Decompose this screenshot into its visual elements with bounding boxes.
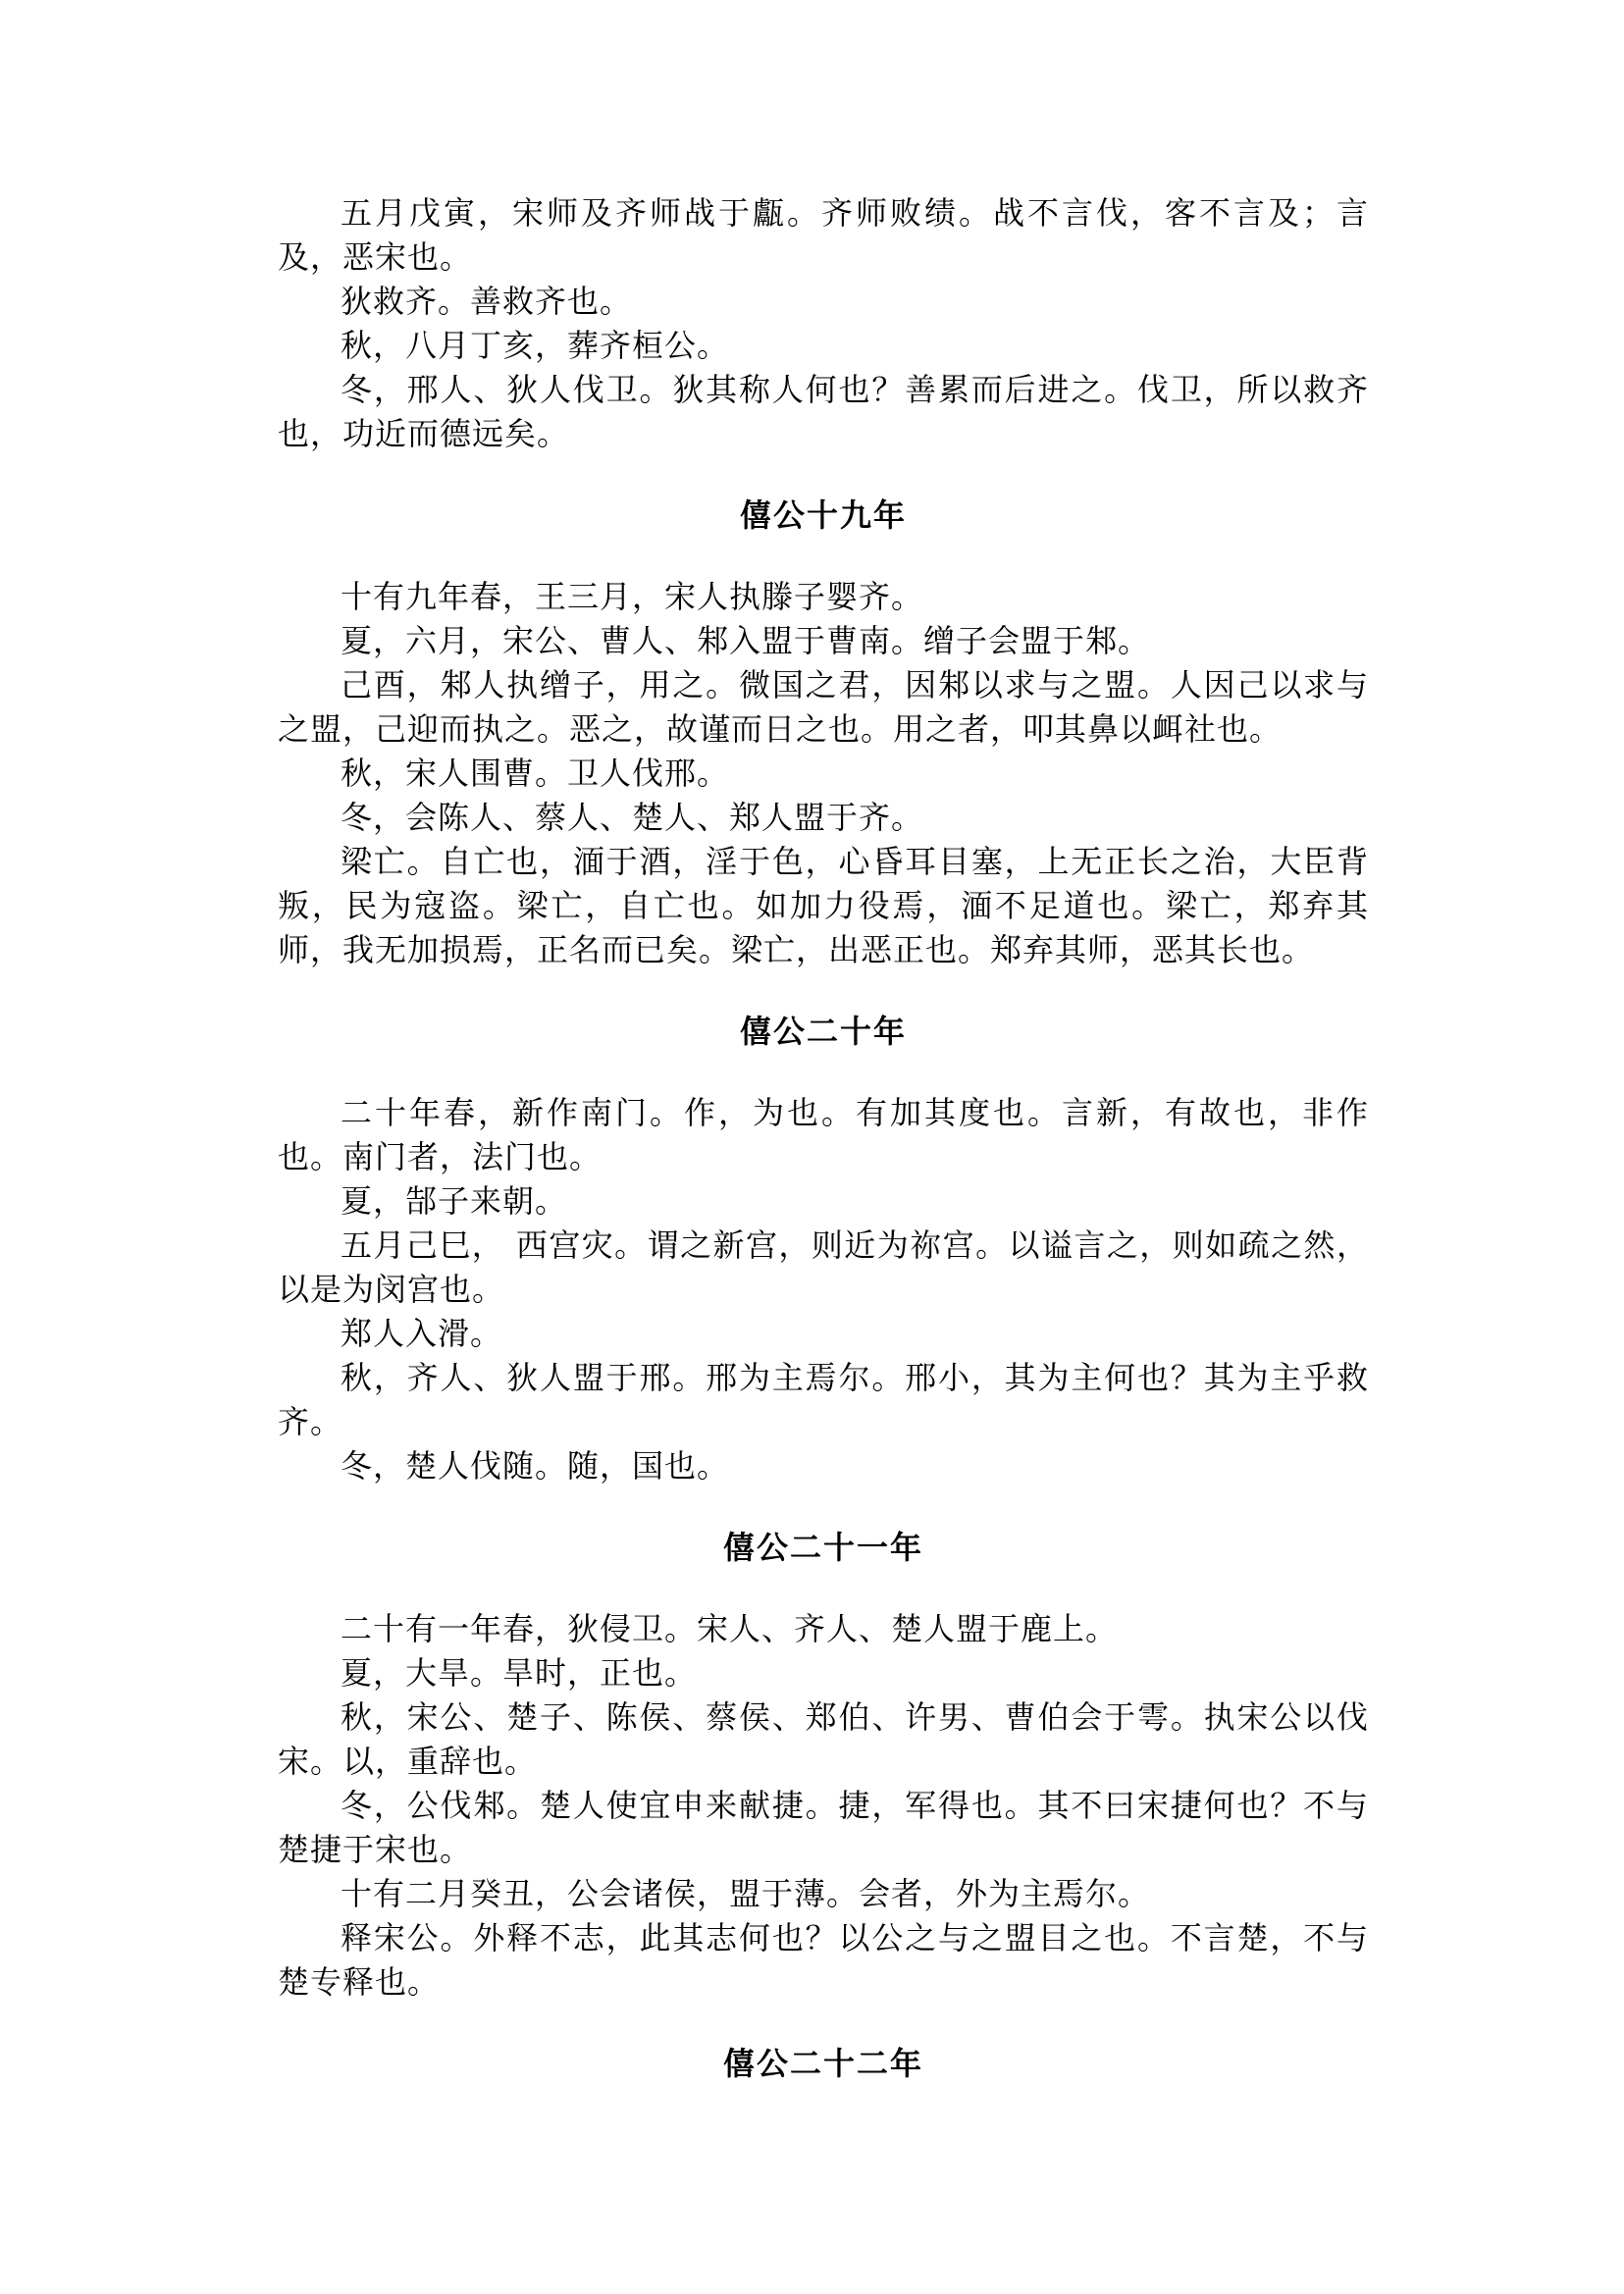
paragraph: 释宋公。外释不志，此其志何也？以公之与之盟目之也。不言楚，不与楚专释也。 — [278, 1919, 1369, 2001]
paragraph: 己酉，邾人执缯子，用之。微国之君，因邾以求与之盟。人因己以求与之盟，己迎而执之。恶之，故谨而日之也。用之者，叩其鼻以衈社也。 — [278, 666, 1369, 748]
paragraph: 二十年春，新作南门。作，为也。有加其度也。言新，有故也，非作也。南门者，法门也。 — [278, 1094, 1369, 1175]
paragraph: 十有二月癸丑，公会诸侯，盟于薄。会者，外为主焉尔。 — [341, 1875, 1151, 1912]
paragraph: 五月戊寅，宋师及齐师战于甗。齐师败绩。战不言伐，客不言及；言及，恶宋也。 — [278, 194, 1369, 276]
paragraph: 二十有一年春，狄侵卫。宋人、齐人、楚人盟于鹿上。 — [341, 1610, 1119, 1647]
paragraph: 冬，公伐邾。楚人使宜申来献捷。捷，军得也。其不曰宋捷何也？不与楚捷于宋也。 — [278, 1787, 1369, 1868]
paragraph: 五月己巳， 西宫灾。谓之新宫，则近为祢宫。以谥言之，则如疏之然，以是为闵宫也。 — [278, 1226, 1369, 1308]
paragraph: 梁亡。自亡也，湎于酒，淫于色，心昏耳目塞，上无正长之治，大臣背叛，民为寇盗。梁亡，自亡也。如加力役焉，湎不足道也。梁亡，郑弃其师，我无加损焉，正名而已矣。梁亡，出恶正也。郑弃其师，恶其长也。 — [278, 843, 1369, 968]
paragraph: 狄救齐。善救齐也。 — [341, 283, 633, 320]
section-heading: 僖公二十二年 — [722, 2045, 923, 2082]
section-heading: 僖公二十一年 — [722, 1529, 923, 1566]
document-page — [278, 191, 1369, 2086]
paragraph: 十有九年春，王三月，宋人执滕子婴齐。 — [341, 578, 924, 615]
section-heading: 僖公十九年 — [739, 496, 907, 534]
paragraph: 秋，宋人围曹。卫人伐邢。 — [341, 755, 730, 792]
paragraph: 冬，楚人伐随。随，国也。 — [341, 1447, 730, 1485]
paragraph: 冬，邢人、狄人伐卫。狄其称人何也？善累而后进之。伐卫，所以救齐也，功近而德远矣。 — [278, 371, 1369, 452]
paragraph: 郑人入滑。 — [341, 1315, 503, 1352]
paragraph: 冬，会陈人、蔡人、楚人、郑人盟于齐。 — [341, 799, 924, 836]
paragraph: 秋，齐人、狄人盟于邢。邢为主焉尔。邢小，其为主何也？其为主乎救齐。 — [278, 1359, 1369, 1440]
paragraph: 秋，八月丁亥，葬齐桓公。 — [341, 327, 730, 364]
paragraph: 秋，宋公、楚子、陈侯、蔡侯、郑伯、许男、曹伯会于雩。执宋公以伐宋。以，重辞也。 — [278, 1698, 1369, 1780]
section-heading: 僖公二十年 — [739, 1013, 907, 1050]
paragraph: 夏，六月，宋公、曹人、邾入盟于曹南。缯子会盟于邾。 — [341, 622, 1151, 659]
paragraph: 夏，郜子来朝。 — [341, 1182, 568, 1220]
paragraph: 夏，大旱。旱时，正也。 — [341, 1654, 698, 1692]
